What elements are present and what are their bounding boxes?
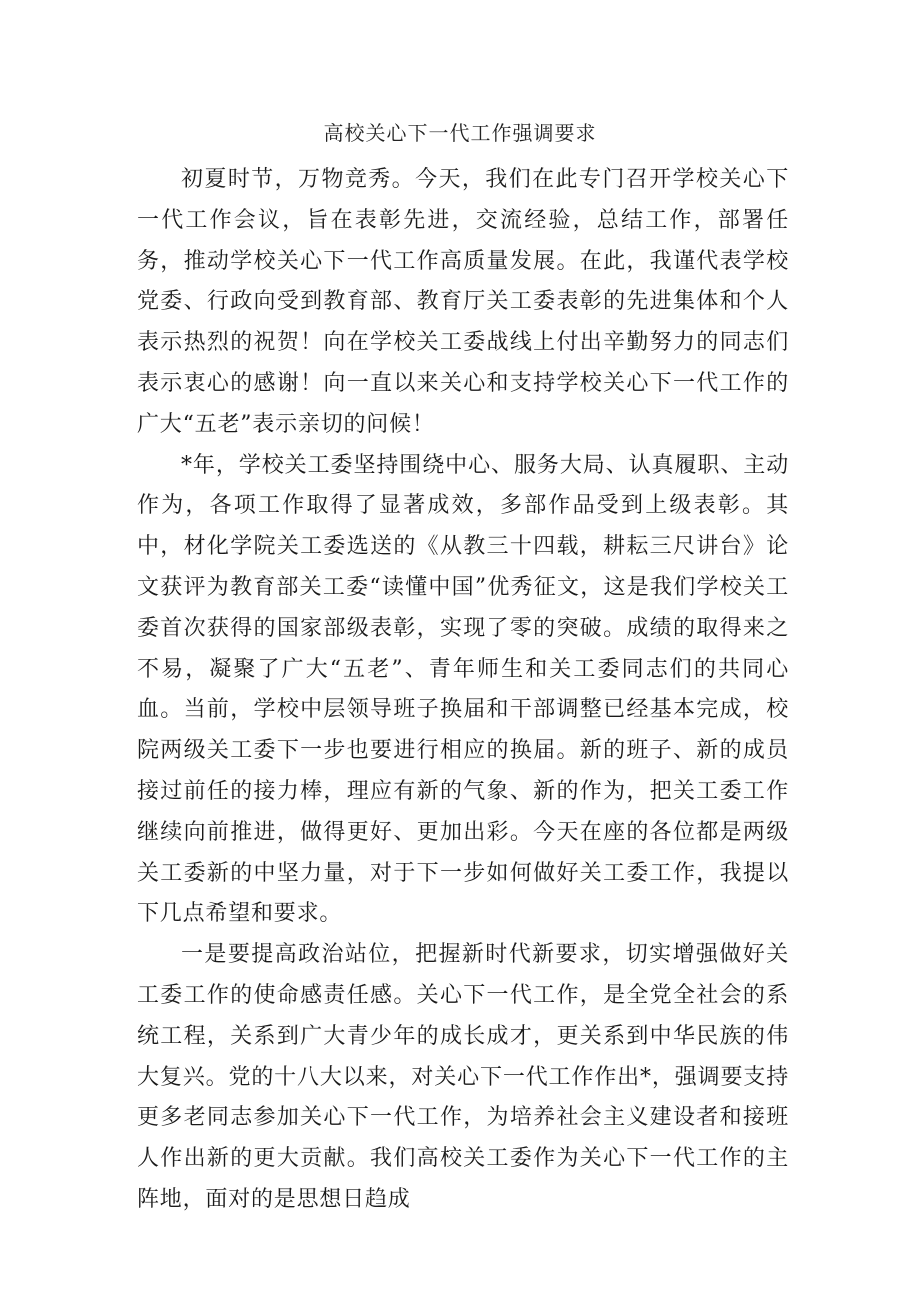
- document-body: [137, 160, 789, 1221]
- paragraph-opening: 初夏时节，万物竞秀。今天，我们在此专门召开学校关心下一代工作会议，旨在表彰先进，交流经验，总结工作，部署任务，推动学校关心下一代工作高质量发展。在此，我谨代表学校党委、行政向受到教育部、教育厅关工委表彰的先进集体和个人表示热烈的祝贺！向在学校关工委战线上付出辛勤努力的同志们表示衷心的感谢！向一直以来关心和支持学校关心下一代工作的广大“五老”表示亲切的问候！: [137, 167, 789, 437]
- paragraph-achievements: *年，学校关工委坚持围绕中心、服务大局、认真履职、主动作为，各项工作取得了显著成效，多部作品受到上级表彰。其中，材化学院关工委选送的《从教三十四载，耕耘三尺讲台》论文获评为教育部关工委“读懂中国”优秀征文，这是我们学校关工委首次获得的国家部级表彰，实现了零的突破。成绩的取得来之不易，凝聚了广大“五老”、青年师生和关工委同志们的共同心血。当前，学校中层领导班子换届和干部调整已经基本完成，校院两级关工委下一步也要进行相应的换届。新的班子、新的成员接过前任的接力棒，理应有新的气象、新的作为，把关工委工作继续向前推进，做得更好、更加出彩。今天在座的各位都是两级关工委新的中坚力量，对于下一步如何做好关工委工作，我提以下几点希望和要求。: [137, 452, 789, 927]
- document-title: 高校关心下一代工作强调要求: [323, 121, 597, 145]
- paragraph-requirement-one: 一是要提高政治站位，把握新时代新要求，切实增强做好关工委工作的使命感责任感。关心下一代工作，是全党全社会的系统工程，关系到广大青少年的成长成才，更关系到中华民族的伟大复兴。党的十八大以来，对关心下一代工作作出*，强调要支持更多老同志参加关心下一代工作，为培养社会主义建设者和接班人作出新的更大贡献。我们高校关工委作为关心下一代工作的主阵地，面对的是思想日趋成: [137, 942, 789, 1212]
